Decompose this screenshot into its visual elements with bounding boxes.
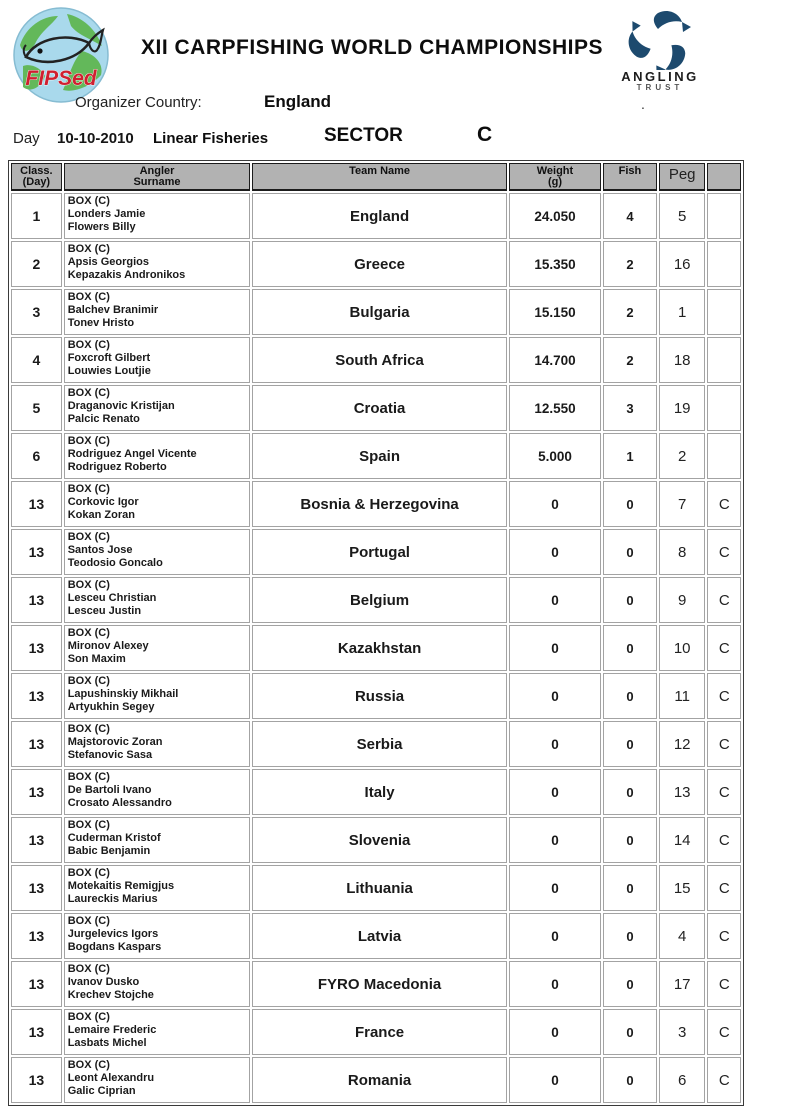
angler-name-1: Majstorovic Zoran	[67, 736, 163, 748]
cell-sector-flag	[707, 433, 741, 479]
cell-fish: 0	[603, 481, 657, 527]
cell-team-name: Serbia	[252, 721, 507, 767]
cell-weight: 0	[509, 1057, 601, 1103]
table-row	[11, 433, 741, 479]
cell-weight: 15.150	[509, 289, 601, 335]
cell-fish: 0	[603, 625, 657, 671]
angler-box-label: BOX (C)	[67, 867, 110, 879]
angler-box-label: BOX (C)	[67, 531, 110, 543]
sector-value: C	[477, 123, 493, 146]
cell-weight: 0	[509, 721, 601, 767]
angler-name-2: Laureckis Marius	[67, 893, 158, 905]
cell-team-name: England	[252, 193, 507, 239]
cell-fish: 0	[603, 1009, 657, 1055]
venue-name: Linear Fisheries	[153, 130, 269, 147]
table-row	[11, 529, 741, 575]
angler-name-1: Lesceu Christian	[67, 592, 157, 604]
cell-team-name: Portugal	[252, 529, 507, 575]
angler-name-1: Rodriguez Angel Vicente	[67, 448, 197, 460]
cell-peg: 18	[659, 337, 706, 383]
table-row	[11, 817, 741, 863]
angler-name-1: Lemaire Frederic	[67, 1024, 157, 1036]
cell-team-name: Russia	[252, 673, 507, 719]
cell-peg: 8	[659, 529, 706, 575]
cell-weight: 0	[509, 913, 601, 959]
cell-class-day: 13	[11, 1057, 62, 1103]
cell-angler	[64, 289, 251, 335]
cell-weight: 0	[509, 577, 601, 623]
angler-name-1: Balchev Branimir	[67, 304, 159, 316]
cell-fish: 0	[603, 577, 657, 623]
angler-name-2: Artyukhin Segey	[67, 701, 155, 713]
table-row	[11, 961, 741, 1007]
angler-name-1: De Bartoli Ivano	[67, 784, 152, 796]
cell-sector-flag: C	[707, 721, 741, 767]
angler-name-2: Teodosio Goncalo	[67, 557, 163, 569]
cell-peg: 10	[659, 625, 706, 671]
angler-name-2: Stefanovic Sasa	[67, 749, 153, 761]
cell-angler	[64, 1057, 251, 1103]
day-label: Day	[13, 130, 40, 147]
cell-fish: 3	[603, 385, 657, 431]
col-header-class: Class. (Day)	[11, 163, 62, 191]
angler-name-1: Ivanov Dusko	[67, 976, 140, 988]
stray-dot-mark: .	[641, 96, 645, 112]
cell-team-name: France	[252, 1009, 507, 1055]
cell-team-name: Kazakhstan	[252, 625, 507, 671]
angler-box-label: BOX (C)	[67, 435, 110, 447]
cell-fish: 2	[603, 289, 657, 335]
angler-box-label: BOX (C)	[67, 483, 110, 495]
cell-peg: 15	[659, 865, 706, 911]
cell-peg: 3	[659, 1009, 706, 1055]
angler-name-2: Galic Ciprian	[67, 1085, 136, 1097]
table-row	[11, 625, 741, 671]
sector-label: SECTOR	[324, 125, 403, 146]
cell-peg: 1	[659, 289, 706, 335]
cell-angler	[64, 193, 251, 239]
cell-sector-flag: C	[707, 577, 741, 623]
angler-name-2: Kepazakis Andronikos	[67, 269, 186, 281]
angler-box-label: BOX (C)	[67, 723, 110, 735]
table-row	[11, 1009, 741, 1055]
cell-angler	[64, 433, 251, 479]
col-header-angler: Angler Surname	[64, 163, 251, 191]
cell-fish: 0	[603, 529, 657, 575]
cell-peg: 4	[659, 913, 706, 959]
cell-team-name: Slovenia	[252, 817, 507, 863]
cell-team-name: Spain	[252, 433, 507, 479]
cell-angler	[64, 961, 251, 1007]
cell-fish: 0	[603, 769, 657, 815]
angler-name-2: Lesceu Justin	[67, 605, 142, 617]
angler-name-2: Louwies Loutjie	[67, 365, 151, 377]
angler-box-label: BOX (C)	[67, 195, 110, 207]
cell-angler	[64, 1009, 251, 1055]
cell-class-day: 2	[11, 241, 62, 287]
angler-name-1: Santos Jose	[67, 544, 133, 556]
angler-name-2: Flowers Billy	[67, 221, 136, 233]
cell-class-day: 13	[11, 529, 62, 575]
cell-peg: 19	[659, 385, 706, 431]
angler-box-label: BOX (C)	[67, 339, 110, 351]
svg-text:FIPSed: FIPSed	[25, 67, 97, 90]
angler-box-label: BOX (C)	[67, 579, 110, 591]
cell-angler	[64, 721, 251, 767]
table-row	[11, 481, 741, 527]
cell-team-name: Romania	[252, 1057, 507, 1103]
cell-class-day: 3	[11, 289, 62, 335]
cell-weight: 0	[509, 481, 601, 527]
table-row	[11, 913, 741, 959]
cell-sector-flag: C	[707, 481, 741, 527]
cell-peg: 5	[659, 193, 706, 239]
cell-team-name: FYRO Macedonia	[252, 961, 507, 1007]
cell-team-name: Latvia	[252, 913, 507, 959]
cell-fish: 0	[603, 721, 657, 767]
angler-name-1: Lapushinskiy Mikhail	[67, 688, 179, 700]
cell-weight: 0	[509, 529, 601, 575]
cell-peg: 12	[659, 721, 706, 767]
cell-weight: 15.350	[509, 241, 601, 287]
table-row	[11, 769, 741, 815]
cell-weight: 14.700	[509, 337, 601, 383]
cell-sector-flag: C	[707, 913, 741, 959]
cell-class-day: 13	[11, 1009, 62, 1055]
cell-class-day: 13	[11, 865, 62, 911]
cell-team-name: Bulgaria	[252, 289, 507, 335]
cell-sector-flag: C	[707, 961, 741, 1007]
cell-sector-flag	[707, 193, 741, 239]
cell-peg: 13	[659, 769, 706, 815]
cell-sector-flag: C	[707, 1009, 741, 1055]
angling-trust-logo	[608, 8, 712, 93]
table-row	[11, 1057, 741, 1103]
cell-peg: 17	[659, 961, 706, 1007]
angler-name-1: Apsis Georgios	[67, 256, 149, 268]
cell-team-name: South Africa	[252, 337, 507, 383]
cell-class-day: 1	[11, 193, 62, 239]
cell-angler	[64, 769, 251, 815]
angler-box-label: BOX (C)	[67, 819, 110, 831]
angler-box-label: BOX (C)	[67, 291, 110, 303]
cell-class-day: 13	[11, 721, 62, 767]
col-header-fish: Fish	[603, 163, 657, 191]
cell-team-name: Belgium	[252, 577, 507, 623]
cell-class-day: 13	[11, 913, 62, 959]
cell-angler	[64, 529, 251, 575]
cell-weight: 5.000	[509, 433, 601, 479]
table-row	[11, 241, 741, 287]
col-header-blank	[707, 163, 741, 191]
cell-angler	[64, 577, 251, 623]
table-row	[11, 289, 741, 335]
cell-sector-flag: C	[707, 769, 741, 815]
cell-sector-flag	[707, 241, 741, 287]
angling-trust-wordmark: ANGLING	[621, 69, 699, 84]
cell-weight: 0	[509, 865, 601, 911]
col-header-peg: Peg	[659, 163, 706, 191]
table-row	[11, 865, 741, 911]
cell-weight: 0	[509, 1009, 601, 1055]
cell-team-name: Greece	[252, 241, 507, 287]
cell-peg: 9	[659, 577, 706, 623]
angler-name-2: Rodriguez Roberto	[67, 461, 167, 473]
cell-angler	[64, 481, 251, 527]
cell-peg: 6	[659, 1057, 706, 1103]
angler-name-2: Lasbats Michel	[67, 1037, 147, 1049]
cell-angler	[64, 385, 251, 431]
cell-sector-flag: C	[707, 673, 741, 719]
angler-box-label: BOX (C)	[67, 243, 110, 255]
organizer-country-value: England	[264, 92, 332, 111]
angler-box-label: BOX (C)	[67, 675, 110, 687]
cell-fish: 0	[603, 673, 657, 719]
angler-box-label: BOX (C)	[67, 387, 110, 399]
cell-class-day: 13	[11, 817, 62, 863]
cell-class-day: 4	[11, 337, 62, 383]
cell-angler	[64, 337, 251, 383]
table-row	[11, 577, 741, 623]
angling-trust-fish-icon	[621, 8, 699, 70]
cell-peg: 14	[659, 817, 706, 863]
cell-angler	[64, 241, 251, 287]
cell-fish: 4	[603, 193, 657, 239]
results-table-body	[11, 193, 741, 1103]
table-header-row	[11, 163, 741, 191]
cell-sector-flag	[707, 337, 741, 383]
cell-sector-flag	[707, 289, 741, 335]
cell-angler	[64, 913, 251, 959]
cell-weight: 12.550	[509, 385, 601, 431]
cell-class-day: 13	[11, 769, 62, 815]
cell-weight: 0	[509, 817, 601, 863]
col-header-weight: Weight (g)	[509, 163, 601, 191]
cell-weight: 0	[509, 625, 601, 671]
angler-name-1: Mironov Alexey	[67, 640, 149, 652]
cell-sector-flag	[707, 385, 741, 431]
cell-class-day: 5	[11, 385, 62, 431]
cell-peg: 11	[659, 673, 706, 719]
fipsed-logo	[10, 5, 112, 105]
table-row	[11, 193, 741, 239]
cell-class-day: 13	[11, 961, 62, 1007]
angler-name-1: Jurgelevics Igors	[67, 928, 159, 940]
fipsed-globe-icon	[10, 5, 112, 105]
organizer-country-label: Organizer Country:	[75, 94, 202, 111]
angler-name-2: Babic Benjamin	[67, 845, 151, 857]
cell-sector-flag: C	[707, 625, 741, 671]
cell-class-day: 13	[11, 673, 62, 719]
organizer-row	[0, 92, 800, 114]
cell-fish: 0	[603, 913, 657, 959]
cell-sector-flag: C	[707, 529, 741, 575]
angler-name-2: Kokan Zoran	[67, 509, 135, 521]
cell-fish: 0	[603, 961, 657, 1007]
cell-fish: 0	[603, 865, 657, 911]
angler-name-2: Krechev Stojche	[67, 989, 154, 1001]
day-date-value: 10-10-2010	[57, 130, 134, 147]
cell-weight: 0	[509, 961, 601, 1007]
angler-name-1: Motekaitis Remigjus	[67, 880, 175, 892]
angler-name-1: Leont Alexandru	[67, 1072, 155, 1084]
cell-team-name: Lithuania	[252, 865, 507, 911]
angler-name-1: Draganovic Kristijan	[67, 400, 175, 412]
angler-name-2: Bogdans Kaspars	[67, 941, 162, 953]
angler-name-2: Crosato Alessandro	[67, 797, 172, 809]
table-row	[11, 721, 741, 767]
angler-box-label: BOX (C)	[67, 1059, 110, 1071]
cell-angler	[64, 673, 251, 719]
cell-fish: 1	[603, 433, 657, 479]
cell-sector-flag: C	[707, 865, 741, 911]
angler-name-1: Cuderman Kristof	[67, 832, 161, 844]
cell-sector-flag: C	[707, 817, 741, 863]
cell-team-name: Italy	[252, 769, 507, 815]
table-row	[11, 673, 741, 719]
angler-name-1: Londers Jamie	[67, 208, 146, 220]
table-row	[11, 337, 741, 383]
cell-fish: 0	[603, 817, 657, 863]
angler-name-2: Palcic Renato	[67, 413, 140, 425]
page-title: XII CARPFISHING WORLD CHAMPIONSHIPS	[140, 36, 604, 59]
cell-weight: 24.050	[509, 193, 601, 239]
cell-angler	[64, 625, 251, 671]
col-header-team: Team Name	[252, 163, 507, 191]
cell-class-day: 6	[11, 433, 62, 479]
angler-name-1: Foxcroft Gilbert	[67, 352, 151, 364]
day-row	[0, 125, 800, 151]
cell-angler	[64, 865, 251, 911]
angler-box-label: BOX (C)	[67, 963, 110, 975]
cell-team-name: Croatia	[252, 385, 507, 431]
angler-box-label: BOX (C)	[67, 771, 110, 783]
cell-class-day: 13	[11, 625, 62, 671]
cell-class-day: 13	[11, 577, 62, 623]
angler-box-label: BOX (C)	[67, 915, 110, 927]
cell-sector-flag: C	[707, 1057, 741, 1103]
angler-name-2: Son Maxim	[67, 653, 126, 665]
cell-fish: 2	[603, 241, 657, 287]
angling-trust-wordmark-sub: TRUST	[636, 83, 684, 92]
angler-box-label: BOX (C)	[67, 1011, 110, 1023]
results-table	[8, 160, 744, 1106]
cell-peg: 2	[659, 433, 706, 479]
cell-fish: 2	[603, 337, 657, 383]
cell-peg: 7	[659, 481, 706, 527]
cell-weight: 0	[509, 673, 601, 719]
table-row	[11, 385, 741, 431]
cell-weight: 0	[509, 769, 601, 815]
cell-angler	[64, 817, 251, 863]
cell-class-day: 13	[11, 481, 62, 527]
cell-team-name: Bosnia & Herzegovina	[252, 481, 507, 527]
angler-name-1: Corkovic Igor	[67, 496, 139, 508]
angler-box-label: BOX (C)	[67, 627, 110, 639]
cell-peg: 16	[659, 241, 706, 287]
angler-name-2: Tonev Hristo	[67, 317, 135, 329]
cell-fish: 0	[603, 1057, 657, 1103]
